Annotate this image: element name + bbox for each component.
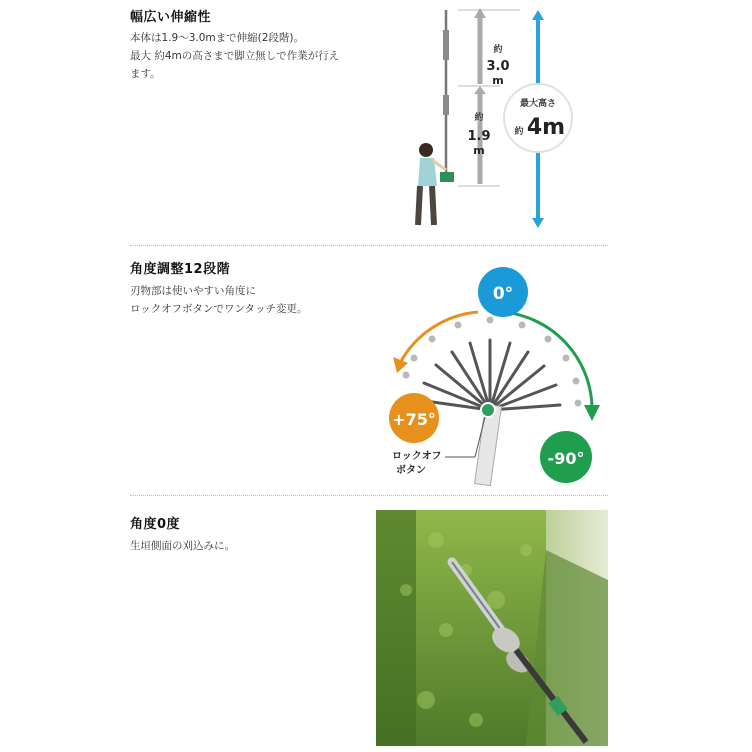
angle-illustration: [0, 245, 752, 495]
angle-plus-label: +75°: [392, 410, 436, 429]
lower-value: 1.9: [467, 129, 491, 144]
max-height-label: 最大高さ: [519, 99, 557, 109]
lockoff-label-line1: ロックオフ: [392, 451, 442, 462]
body-line: ます。: [130, 68, 161, 80]
upper-prefix: 約: [493, 45, 503, 55]
lower-prefix: 約: [474, 113, 484, 123]
lockoff-label-line2: ボタン: [396, 465, 426, 476]
hedge-photo: [376, 510, 608, 746]
section-title: 角度調整12段階: [130, 262, 231, 277]
body-line: 最大 約4mの高さまで脚立無しで作業が行え: [130, 50, 340, 62]
section-title: 幅広い伸縮性: [130, 10, 212, 25]
max-height-prefix: 約: [514, 127, 524, 137]
section-title: 角度0度: [130, 517, 181, 532]
upper-value: 3.0: [486, 59, 510, 74]
person-figure: [418, 143, 454, 225]
section-body: [130, 537, 235, 555]
body-line: 生垣側面の刈込みに。: [130, 540, 235, 552]
section-angle-zero: [0, 495, 752, 752]
angle-zero-label: 0°: [492, 284, 514, 304]
telescopic-illustration: [0, 0, 752, 245]
section-angle-adjust: [0, 245, 752, 495]
max-height-value: 4m: [526, 115, 566, 140]
angle-minus-label: -90°: [547, 449, 585, 468]
upper-unit: m: [492, 74, 504, 87]
body-line: 本体は1.9〜3.0mまで伸縮(2段階)。: [130, 32, 304, 44]
lower-unit: m: [473, 144, 485, 157]
section-telescopic: [0, 0, 752, 245]
body-line: ロックオフボタンでワンタッチ変更。: [130, 303, 308, 315]
body-line: 刃物部は使いやすい角度に: [130, 285, 256, 297]
